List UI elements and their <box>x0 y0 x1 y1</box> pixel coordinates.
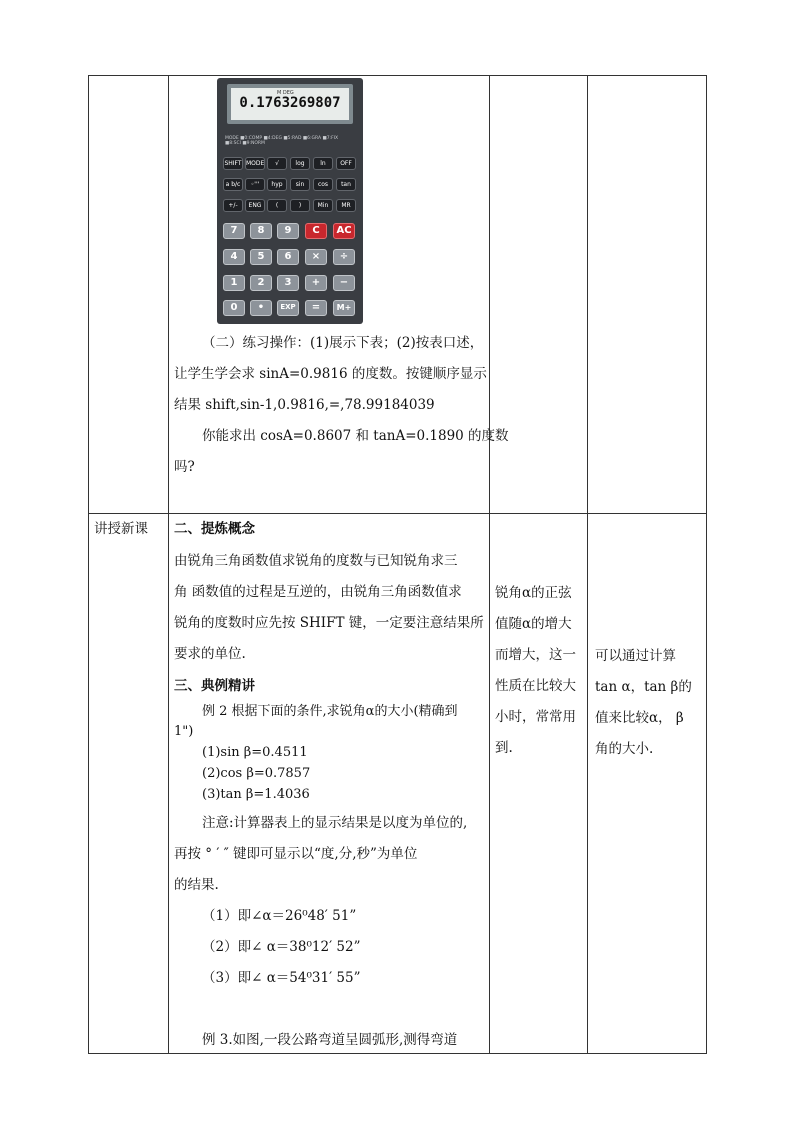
key-8: 8 <box>250 223 272 239</box>
key-fraction: a b/c <box>223 178 243 191</box>
answer-3: （3）即∠ α＝54⁰31′ 55” <box>202 970 361 986</box>
note-line-1: 注意:计算器表上的显示结果是以度为单位的, <box>202 815 468 831</box>
key-7: 7 <box>223 223 245 239</box>
practice-para-1: （二）练习操作：(1)展示下表；(2)按表口述， <box>202 335 484 351</box>
key-hyp: hyp <box>267 178 287 191</box>
key-minus: − <box>333 275 355 291</box>
concept-line-2: 角 函数值的过程是互逆的，由锐角三角函数值求 <box>174 584 462 600</box>
key-dot: • <box>250 300 272 316</box>
key-1: 1 <box>223 275 245 291</box>
design-note-line-3: 值来比较α， β <box>595 710 684 726</box>
insight-line-6: 到. <box>495 740 513 756</box>
key-exp: EXP <box>277 300 299 316</box>
note-line-3: 的结果. <box>174 877 219 893</box>
insight-line-5: 小时，常常用 <box>495 709 576 725</box>
key-0: 0 <box>223 300 245 316</box>
condition-1: (1)sin β=0.4511 <box>202 745 308 760</box>
condition-3: (3)tan β=1.4036 <box>202 787 310 802</box>
key-4: 4 <box>223 249 245 265</box>
key-sin: sin <box>290 178 310 191</box>
column-divider <box>168 76 169 1053</box>
answer-1: （1）即∠α＝26⁰48′ 51” <box>202 908 357 924</box>
key-cos: cos <box>313 178 333 191</box>
key-mode: MODE <box>245 157 265 170</box>
practice-para-2: 让学生学会求 sinA=0.9816 的度数。按键顺序显示 <box>174 366 487 382</box>
concept-line-3: 锐角的度数时应先按 SHIFT 键，一定要注意结果所 <box>174 615 484 631</box>
example-2-line-1: 例 2 根据下面的条件,求锐角α的大小(精确到 <box>202 704 458 719</box>
key-min: Min <box>313 199 333 212</box>
practice-para-3: 结果 shift,sin-1,0.9816,=,78.99184039 <box>174 397 435 413</box>
lcd-display-value: 0.1763269807 <box>239 95 341 111</box>
insight-line-4: 性质在比较大 <box>495 678 576 694</box>
answer-2: （2）即∠ α＝38⁰12′ 52” <box>202 939 361 955</box>
lcd-flags: M DEG <box>277 90 294 96</box>
key-5: 5 <box>250 249 272 265</box>
key-eng: ENG <box>245 199 265 212</box>
key-ln: ln <box>313 157 333 170</box>
column-divider <box>587 76 588 1053</box>
calculator-image <box>217 78 363 324</box>
key-off: OFF <box>336 157 356 170</box>
heading-examples: 三、典例精讲 <box>174 678 255 694</box>
key-m-plus: M+ <box>333 300 355 316</box>
key-shift: SHIFT <box>223 157 243 170</box>
condition-2: (2)cos β=0.7857 <box>202 766 311 781</box>
note-line-2: 再按 ° ′ ″ 键即可显示以“度,分,秒”为单位 <box>174 846 418 862</box>
key-multiply: × <box>305 249 327 265</box>
key-c: C <box>305 223 327 239</box>
key-6: 6 <box>277 249 299 265</box>
key-divide: ÷ <box>333 249 355 265</box>
example-2-line-2: 1") <box>174 724 194 739</box>
key-sqrt: √ <box>267 157 287 170</box>
example-3-line-1: 例 3.如图,一段公路弯道呈圆弧形,测得弯道 <box>202 1032 458 1048</box>
design-note-line-1: 可以通过计算 <box>595 648 676 664</box>
key-open-paren: ( <box>267 199 287 212</box>
concept-line-1: 由锐角三角函数值求锐角的度数与已知锐角求三 <box>174 553 458 569</box>
key-2: 2 <box>250 275 272 291</box>
design-note-line-2: tan α，tan β的 <box>595 679 692 695</box>
key-ac: AC <box>333 223 355 239</box>
key-9: 9 <box>277 223 299 239</box>
key-tan: tan <box>336 178 356 191</box>
insight-line-1: 锐角α的正弦 <box>495 585 572 601</box>
key-dms: ◦''' <box>245 178 265 191</box>
key-log: log <box>290 157 310 170</box>
practice-para-4: 你能求出 cosA=0.8607 和 tanA=0.1890 的度数 <box>202 428 509 444</box>
key-3: 3 <box>277 275 299 291</box>
insight-line-3: 而增大，这一 <box>495 647 576 663</box>
practice-para-5: 吗? <box>174 459 195 475</box>
key-close-paren: ) <box>290 199 310 212</box>
column-divider <box>489 76 490 1053</box>
key-plus: + <box>305 275 327 291</box>
key-plus-minus: +/- <box>223 199 243 212</box>
design-note-line-4: 角的大小. <box>595 741 654 757</box>
mode-bar: MODE ■0:COMP ■4:DEG ■5:RAD ■6:GRA ■7:FIX ■8:SCI ■9:NORM <box>225 136 339 146</box>
heading-concept: 二、提炼概念 <box>174 521 255 537</box>
insight-line-2: 值随α的增大 <box>495 616 572 632</box>
key-mr: MR <box>336 199 356 212</box>
key-equals: = <box>305 300 327 316</box>
section-label: 讲授新课 <box>94 521 148 537</box>
concept-line-4: 要求的单位. <box>174 646 246 662</box>
